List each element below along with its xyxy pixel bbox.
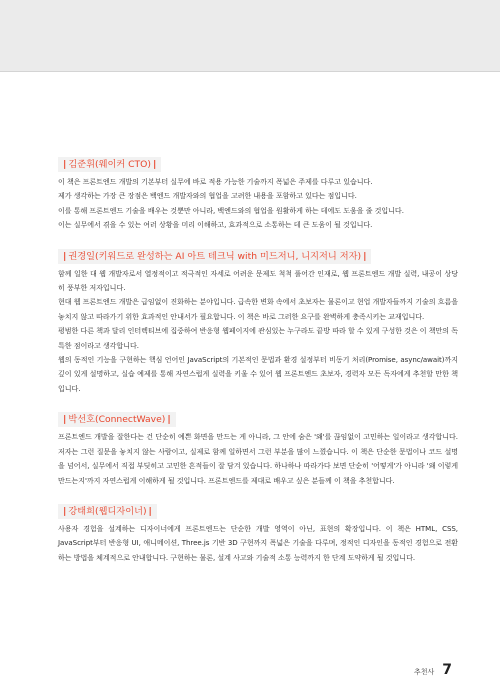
reviewer-heading: | 김준휘(웨이커 CTO) | — [58, 157, 161, 172]
review-paragraph: 평범한 다른 책과 달리 인터렉티브에 집중하여 반응형 웹페이지에 관심있는 누구라도 끝방 따라 할 수 있게 구성한 것은 이 책만의 독특한 점이라고 생각합니다. — [58, 326, 458, 350]
review-paragraph: 프론트엔드 개발을 잘한다는 건 단순히 예쁜 화면을 만드는 게 아니라, 그 안에 숨은 '왜'를 끊임없이 고민하는 일이라고 생각합니다. 저자는 그런 질문을 놓치지 않는 사람이고, 실제로 함께 일하면서 그런 부분을 많이 느꼈습니다. 이 책은 단순한 문법이나 코드 설명을 넘어서, 실무에서 직접 부딪히고 고민한 흔적들이 잘 담겨 있습니다. 하나하나 따라가다 보면 단순히 '어떻게'가 아니라 '왜 이렇게 만드는지'까지 자연스럽게 이해하게 될 것입니다. 프론트엔드를 제대로 배우고 싶은 분들께 이 책을 추천합니다. — [58, 432, 458, 485]
review-paragraph: 이를 통해 프론트엔드 기술을 배우는 것뿐만 아니라, 백엔드와의 협업을 원활하게 하는 데에도 도움을 줄 것입니다. — [58, 205, 404, 215]
page-footer — [414, 662, 452, 678]
section-label: 추천사 — [413, 668, 435, 676]
review-paragraph: 이 책은 프론트엔드 개발의 기본부터 실무에 바로 적용 가능한 기술까지 폭넓은 주제를 다루고 있습니다. — [58, 177, 373, 186]
review-paragraph: 현대 웹 프론트엔드 개발은 급임없이 진화하는 분야입니다. 급속한 변화 속에서 초보자는 물론이고 현업 개발자들까지 기술의 흐름을 놓치지 않고 따라가기 위한 효과적인 안내서가 필요합니다. 이 책은 바로 그러한 요구를 완벽하게 충족시키는 교재입니다. — [58, 297, 458, 321]
review-paragraph: 웹의 동적인 기능을 구현하는 핵심 언어인 JavaScript의 기본적인 문법과 환경 설정부터 비동기 처리(Promise, async/await)까지 깊이 있게 설명하고, 실습 예제를 통해 자연스럽게 실력을 키울 수 있어 웹 프론트엔드 초보자, 경력자 모든 독자에게 추천할 만한 책입니다. — [58, 355, 458, 393]
review-paragraph: 함께 일한 대 웹 개발자로서 열정적이고 적극적인 자세로 어려운 문제도 척척 풀어간 인재로, 웹 프론트엔드 개발 실력, 내공이 상당히 풍부한 저자입니다. — [58, 268, 458, 293]
review-paragraph: 이는 실무에서 겪을 수 있는 여러 상황을 미리 이해하고, 효과적으로 소통하는 데 큰 도움이 될 것입니다. — [58, 220, 373, 230]
reviewer-name: 강태희(웹디자이너) — [68, 505, 147, 517]
recommendation-3 — [58, 407, 458, 488]
recommendation-4 — [58, 499, 458, 565]
recommendation-1 — [58, 152, 458, 233]
reviewer-name: 박선호(ConnectWave) — [68, 414, 166, 426]
review-paragraph: 제가 생각하는 가장 큰 장점은 백엔드 개발자와의 협업을 고려한 내용을 포함하고 있다는 점입니다. — [58, 191, 357, 201]
reviewer-heading: | 박선호(ConnectWave) | — [58, 412, 176, 427]
page-number: 7 — [442, 662, 452, 678]
header-band — [0, 0, 500, 71]
reviewer-name: 권경일(키워드로 완성하는 AI 아트 테크닉 with 미드저니, 니지저니 저자) — [68, 250, 362, 262]
recommendation-2 — [58, 244, 458, 397]
reviewer-name: 김준휘(웨이커 CTO) — [68, 159, 151, 170]
reviewer-heading: | 권경일(키워드로 완성하는 AI 아트 테크닉 with 미드저니, 니지저니 저자) | — [58, 249, 371, 264]
recommendations — [58, 152, 458, 576]
header-divider — [0, 71, 500, 72]
review-paragraph: 사용자 경험을 설계하는 디자이너에게 프론트엔드는 단순한 개발 영역이 아닌, 표현의 확장입니다. 이 책은 HTML, CSS, JavaScript부터 반응형 UI, 애니메이션, Three.js 기반 3D 구현까지 폭넓은 기술을 다루며, 정적인 디자인을 동적인 경험으로 전환하는 방법을 체계적으로 안내합니다. 구현하는 물론, 설계 사고와 기술적 소통 능력까지 한 단계 도약하게 될 것입니다. — [58, 523, 458, 562]
reviewer-heading: | 강태희(웹디자이너) | — [58, 504, 157, 519]
